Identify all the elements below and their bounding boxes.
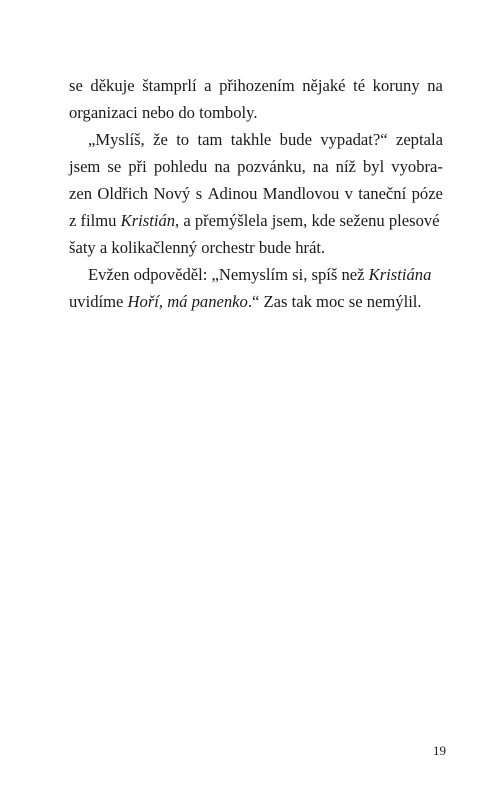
- word: na: [427, 76, 443, 95]
- word: níž: [335, 157, 356, 176]
- word: vypadat?“: [320, 130, 388, 149]
- word: Mandlovou: [262, 184, 340, 203]
- word: vyobra-: [391, 157, 443, 176]
- text-segment: z filmu: [69, 211, 121, 230]
- text-segment: , a přemýšlela jsem, kde seženu plesové: [175, 211, 440, 230]
- film-title: Kristiána: [368, 265, 432, 284]
- word: koruny: [372, 76, 420, 95]
- word: té: [353, 76, 366, 95]
- word: se: [69, 76, 83, 95]
- word: póze: [411, 184, 443, 203]
- word: Oldřich: [97, 184, 149, 203]
- text-line: šaty a kolikačlenný orchestr bude hrát.: [69, 238, 326, 257]
- text-line: [69, 288, 443, 315]
- word: že: [153, 130, 168, 149]
- word: štamprlí: [142, 76, 197, 95]
- text-line: [69, 180, 443, 207]
- word: nějaké: [302, 76, 346, 95]
- word: jsem: [69, 157, 101, 176]
- body-text: [69, 72, 443, 315]
- word: taneční: [358, 184, 407, 203]
- text-segment: .“ Zas tak moc se nemýlil.: [247, 292, 422, 311]
- word: pozvánku,: [237, 157, 306, 176]
- page-number: 19: [433, 743, 446, 758]
- film-title: Kristián: [120, 211, 176, 230]
- text-line: [69, 153, 443, 180]
- text-segment: uvidíme: [69, 292, 128, 311]
- text-line: [69, 126, 443, 153]
- text-line: [69, 207, 443, 234]
- word: Adinou: [207, 184, 258, 203]
- word: tam: [197, 130, 223, 149]
- word: „Myslíš,: [88, 130, 145, 149]
- word: Nový: [153, 184, 191, 203]
- text-line: [69, 261, 443, 288]
- word: v: [344, 184, 353, 203]
- word: pohledu: [153, 157, 208, 176]
- word: přihozením: [219, 76, 295, 95]
- film-title: Hoří, má panenko: [127, 292, 248, 311]
- word: na: [312, 157, 329, 176]
- word: a: [204, 76, 212, 95]
- word: bude: [279, 130, 312, 149]
- word: takhle: [230, 130, 272, 149]
- text-line: organizaci nebo do tomboly.: [69, 103, 258, 122]
- word: při: [128, 157, 147, 176]
- word: to: [176, 130, 190, 149]
- word: děkuje: [90, 76, 135, 95]
- word: se: [107, 157, 122, 176]
- text-segment: Evžen odpověděl: „Nemyslím si, spíš než: [88, 265, 369, 284]
- text-line: [69, 72, 443, 99]
- word: zen: [69, 184, 93, 203]
- word: na: [214, 157, 231, 176]
- word: s: [195, 184, 203, 203]
- word: byl: [363, 157, 385, 176]
- word: zeptala: [395, 130, 443, 149]
